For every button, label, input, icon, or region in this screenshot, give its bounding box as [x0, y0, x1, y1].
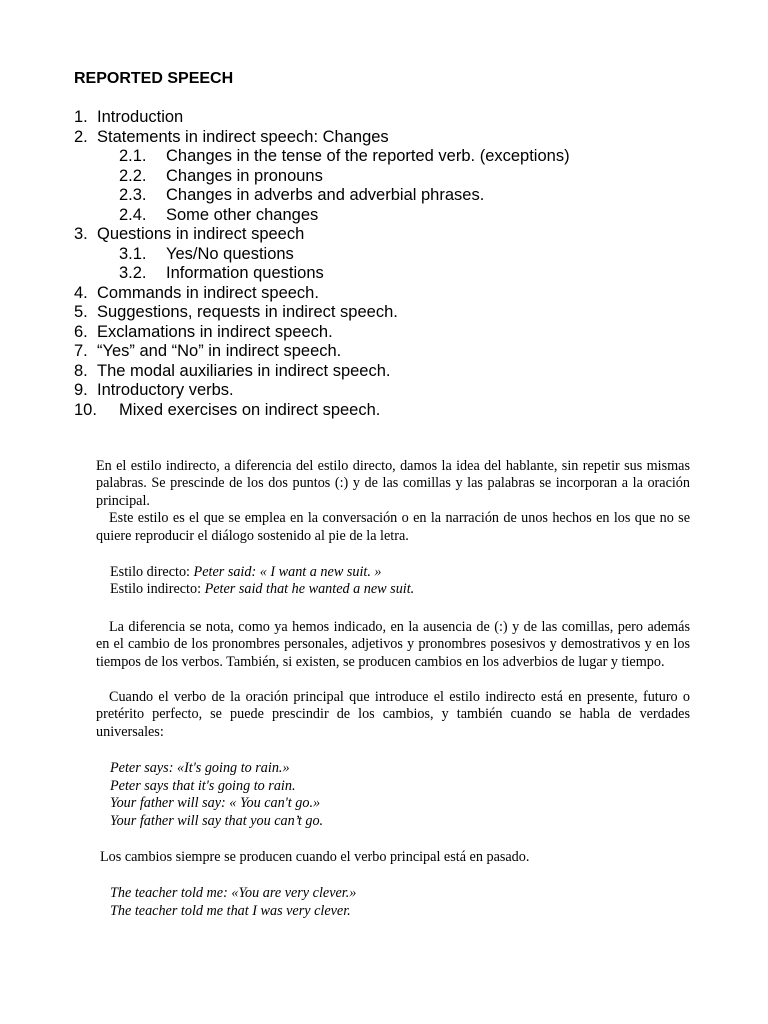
example-label: Estilo directo:: [110, 564, 194, 581]
paragraph-past-tense: Los cambios siempre se producen cuando el verbo principal está en pasado.: [100, 848, 530, 865]
toc-number: 2.: [74, 127, 88, 146]
toc-text: Information questions: [166, 264, 324, 282]
toc-text: Yes/No questions: [166, 244, 294, 263]
toc-number: 5.: [74, 303, 88, 321]
paragraph-present-tense: Cuando el verbo de la oración principal que introduce el estilo indirecto está en presente, futuro o pretérito perfecto, se puede prescindir de los cambios, y también cuando se habla de verdades universales:: [96, 689, 690, 740]
toc-subitem: [0, 186, 768, 206]
toc-number: 4.: [74, 283, 88, 302]
toc-text: Exclamations in indirect speech.: [97, 322, 333, 341]
toc-text: Mixed exercises on indirect speech.: [119, 400, 381, 419]
toc-item: [0, 381, 768, 401]
toc-item: [0, 128, 768, 148]
document-body: [96, 458, 690, 920]
toc-item: [0, 401, 768, 421]
toc-number: 8.: [74, 361, 88, 380]
example-line: Your father will say that you can’t go.: [110, 812, 324, 829]
example-line: The teacher told me that I was very clever.: [110, 902, 351, 919]
toc-subitem: [0, 206, 768, 226]
toc-subitem: [0, 264, 768, 284]
toc-subitem: [0, 167, 768, 187]
example-line: Peter says that it's going to rain.: [110, 777, 296, 794]
toc-text: Changes in pronouns: [166, 166, 323, 185]
toc-number: 7.: [74, 342, 88, 360]
paragraph-differences: La diferencia se nota, como ya hemos indicado, en la ausencia de (:) y de las comillas, pero además en el cambio de los pronombres personales, adjetivos y pronombres posesivos y demostrativos y en los tiempos de los verbos. También, si existen, se producen cambios en los adverbios de lugar y tiempo.: [96, 618, 690, 670]
example-past-tense: [96, 885, 690, 920]
toc-number: 2.4.: [119, 205, 147, 224]
table-of-contents: [0, 108, 768, 420]
toc-number: 1.: [74, 108, 88, 126]
example-quote: Peter said: « I want a new suit. »: [193, 564, 382, 581]
toc-text: Some other changes: [166, 205, 319, 224]
example-line: [110, 564, 690, 581]
toc-item: [0, 108, 768, 128]
toc-text: Changes in adverbs and adverbial phrases.: [166, 186, 485, 204]
toc-text: Suggestions, requests in indirect speech.: [97, 303, 398, 321]
toc-item: [0, 323, 768, 343]
toc-item: [0, 362, 768, 382]
toc-text: The modal auxiliaries in indirect speech.: [97, 361, 391, 380]
toc-text: Introductory verbs.: [97, 381, 234, 399]
example-line: Your father will say: « You can't go.»: [110, 795, 321, 812]
example-quote: Peter said that he wanted a new suit.: [204, 581, 415, 598]
toc-subitem: [0, 147, 768, 167]
toc-number: 2.1.: [119, 147, 147, 165]
toc-item: [0, 342, 768, 362]
document-title: REPORTED SPEECH: [74, 70, 234, 87]
toc-subitem: [0, 245, 768, 265]
toc-item: [0, 303, 768, 323]
toc-text: Commands in indirect speech.: [97, 283, 319, 302]
toc-number: 2.3.: [119, 186, 147, 204]
paragraph-intro: En el estilo indirecto, a diferencia del estilo directo, damos la idea del hablante, sin repetir sus mismas palabras. Se prescinde de los dos puntos (:) y de las comillas y las palabras se incorporan a la oración principal.: [96, 458, 690, 509]
toc-number: 2.2.: [119, 166, 147, 185]
toc-number: 3.2.: [119, 264, 147, 282]
toc-item: [0, 225, 768, 245]
toc-number: 3.: [74, 225, 88, 243]
example-present-tense: [96, 760, 690, 830]
toc-text: “Yes” and “No” in indirect speech.: [97, 342, 342, 360]
example-line: Peter says: «It's going to rain.»: [110, 760, 290, 777]
toc-text: Changes in the tense of the reported verb. (exceptions): [166, 147, 570, 165]
toc-number: 10.: [74, 400, 97, 419]
toc-number: 3.1.: [119, 244, 147, 263]
toc-text: Questions in indirect speech: [97, 225, 305, 243]
toc-text: Introduction: [97, 108, 184, 126]
toc-number: 6.: [74, 322, 88, 341]
example-direct-indirect: [96, 564, 690, 599]
example-label: Estilo indirecto:: [110, 581, 205, 598]
toc-item: [0, 284, 768, 304]
paragraph-usage: Este estilo es el que se emplea en la conversación o en la narración de unos hechos en los que no se quiere reproducir el diálogo sostenido al pie de la letra.: [96, 510, 690, 544]
example-line: The teacher told me: «You are very clever.»: [110, 885, 357, 902]
toc-text: Statements in indirect speech: Changes: [97, 127, 389, 146]
toc-number: 9.: [74, 381, 88, 399]
example-line: [110, 581, 690, 598]
